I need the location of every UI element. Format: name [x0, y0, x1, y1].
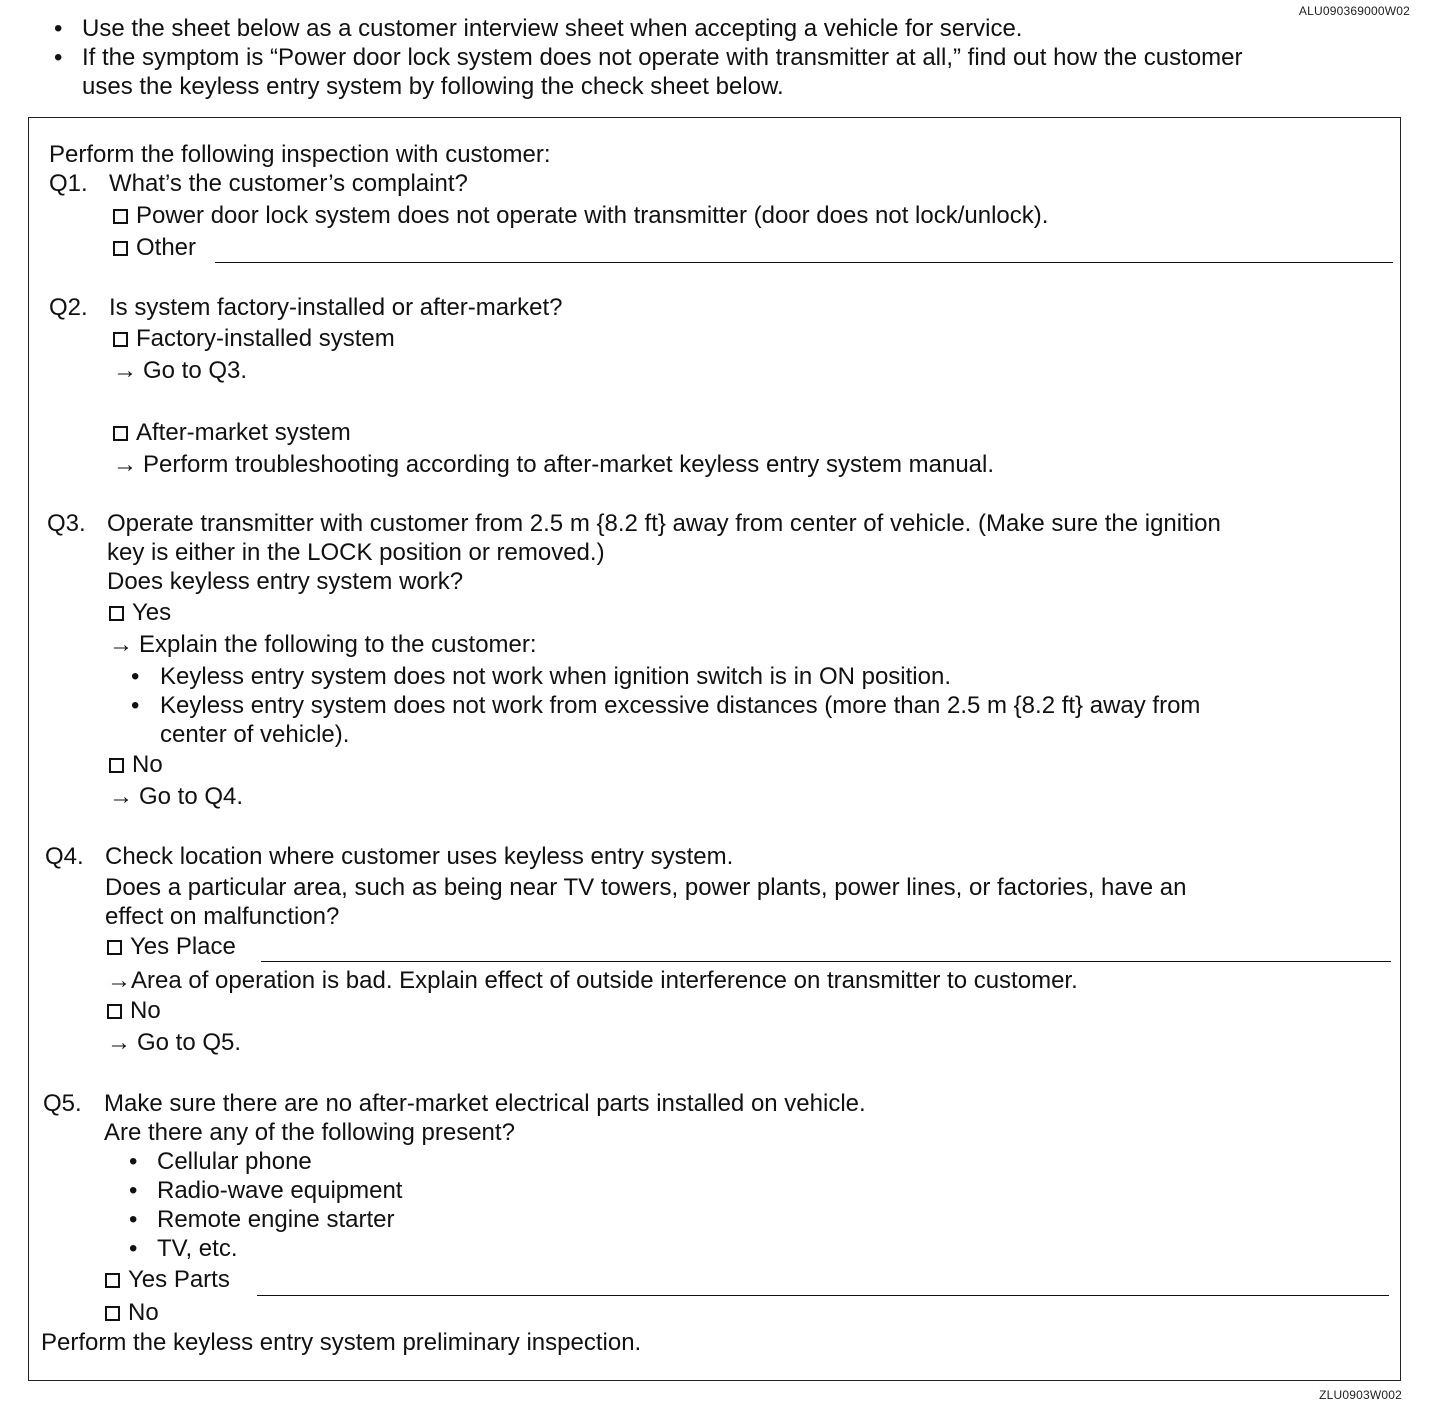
- intro-text-2: If the symptom is “Power door lock system does not operate with transmitter at all,” find out how the customer: [82, 44, 1243, 71]
- q2-option-aftermarket[interactable]: After-market system: [113, 418, 351, 447]
- other-fill-line[interactable]: [215, 262, 1393, 263]
- q3-bullet-2b: center of vehicle).: [160, 721, 350, 748]
- q2-question: Is system factory-installed or after-market?: [109, 294, 563, 321]
- q4-option-no[interactable]: No: [107, 996, 161, 1025]
- checkbox[interactable]: [105, 1273, 120, 1288]
- checkbox[interactable]: [113, 209, 128, 224]
- q3-bullet-1: Keyless entry system does not work when ignition switch is in ON position.: [160, 663, 952, 690]
- q5-option-no[interactable]: No: [105, 1298, 159, 1327]
- q3-explain: → Explain the following to the customer:: [109, 631, 537, 658]
- q4-line-3: effect on malfunction?: [105, 903, 340, 930]
- intro-instructions: [48, 14, 1418, 101]
- q1-option-power-door[interactable]: Power door lock system does not operate with transmitter (door does not lock/unlock).: [113, 201, 1048, 230]
- q5-item: Remote engine starter: [157, 1206, 395, 1233]
- q2-result-factory: → Go to Q3.: [113, 357, 248, 384]
- q3-line-3: Does keyless entry system work?: [107, 568, 464, 595]
- parts-fill-line[interactable]: [257, 1295, 1389, 1296]
- bullet-icon: •: [54, 15, 63, 42]
- place-fill-line[interactable]: [261, 961, 1391, 962]
- q5-item: Radio-wave equipment: [157, 1177, 403, 1204]
- bullet-icon: •: [131, 692, 140, 719]
- q3-number: Q3.: [47, 510, 86, 537]
- q4-option-yes-place[interactable]: Yes Place: [107, 932, 236, 961]
- q3-result-no: → Go to Q4.: [109, 783, 244, 810]
- intro-text-3: uses the keyless entry system by following the check sheet below.: [82, 73, 784, 100]
- arrow-icon: →: [113, 451, 137, 478]
- document-code-bottom: ZLU0903W002: [1319, 1388, 1402, 1402]
- checkbox[interactable]: [109, 758, 124, 773]
- q3-option-yes[interactable]: Yes: [109, 598, 171, 627]
- intro-bullet-2: [48, 43, 1418, 101]
- arrow-icon: →: [107, 967, 131, 994]
- q5-line-1: Make sure there are no after-market electrical parts installed on vehicle.: [104, 1090, 866, 1117]
- arrow-icon: →: [109, 783, 133, 810]
- q3-line-1: Operate transmitter with customer from 2.5 m {8.2 ft} away from center of vehicle. (Make sure the ignition: [107, 510, 1221, 537]
- intro-text-1: Use the sheet below as a customer interview sheet when accepting a vehicle for service.: [82, 15, 1023, 42]
- q3-option-no[interactable]: No: [109, 750, 163, 779]
- q3-line-2: key is either in the LOCK position or removed.): [107, 539, 605, 566]
- q4-line-1: Check location where customer uses keyless entry system.: [105, 843, 734, 870]
- q5-option-yes-parts[interactable]: Yes Parts: [105, 1265, 230, 1294]
- checkbox[interactable]: [105, 1306, 120, 1321]
- q4-result-yes: →Area of operation is bad. Explain effect of outside interference on transmitter to customer.: [107, 967, 1078, 994]
- q5-line-2: Are there any of the following present?: [104, 1119, 515, 1146]
- checkbox[interactable]: [113, 332, 128, 347]
- checkbox[interactable]: [113, 241, 128, 256]
- interview-sheet: [28, 117, 1401, 1381]
- bullet-icon: •: [129, 1206, 138, 1233]
- q5-item: Cellular phone: [157, 1148, 312, 1175]
- checkbox[interactable]: [109, 606, 124, 621]
- q5-item: TV, etc.: [157, 1235, 238, 1262]
- arrow-icon: →: [107, 1029, 131, 1056]
- checkbox[interactable]: [107, 940, 122, 955]
- intro-bullet-1: [48, 14, 1418, 43]
- q5-number: Q5.: [43, 1090, 82, 1117]
- sheet-footer: Perform the keyless entry system preliminary inspection.: [41, 1329, 642, 1356]
- q1-option-other[interactable]: Other: [113, 233, 196, 262]
- q2-option-factory[interactable]: Factory-installed system: [113, 324, 395, 353]
- checkbox[interactable]: [113, 426, 128, 441]
- checkbox[interactable]: [107, 1004, 122, 1019]
- bullet-icon: •: [129, 1148, 138, 1175]
- q2-number: Q2.: [49, 294, 88, 321]
- bullet-icon: •: [129, 1177, 138, 1204]
- bullet-icon: •: [54, 44, 63, 71]
- q1-question: What’s the customer’s complaint?: [109, 170, 468, 197]
- sheet-heading: Perform the following inspection with customer:: [49, 141, 551, 168]
- arrow-icon: →: [113, 357, 137, 384]
- q4-result-no: → Go to Q5.: [107, 1029, 242, 1056]
- arrow-icon: →: [109, 631, 133, 658]
- q1-number: Q1.: [49, 170, 88, 197]
- q2-result-aftermarket: → Perform troubleshooting according to after-market keyless entry system manual.: [113, 451, 995, 478]
- q4-number: Q4.: [45, 843, 84, 870]
- q3-bullet-2a: Keyless entry system does not work from excessive distances (more than 2.5 m {8.2 ft} away from: [160, 692, 1201, 719]
- q4-line-2: Does a particular area, such as being near TV towers, power plants, power lines, or factories, have an: [105, 874, 1187, 901]
- document-code-top: ALU090369000W02: [1298, 4, 1410, 18]
- bullet-icon: •: [131, 663, 140, 690]
- bullet-icon: •: [129, 1235, 138, 1262]
